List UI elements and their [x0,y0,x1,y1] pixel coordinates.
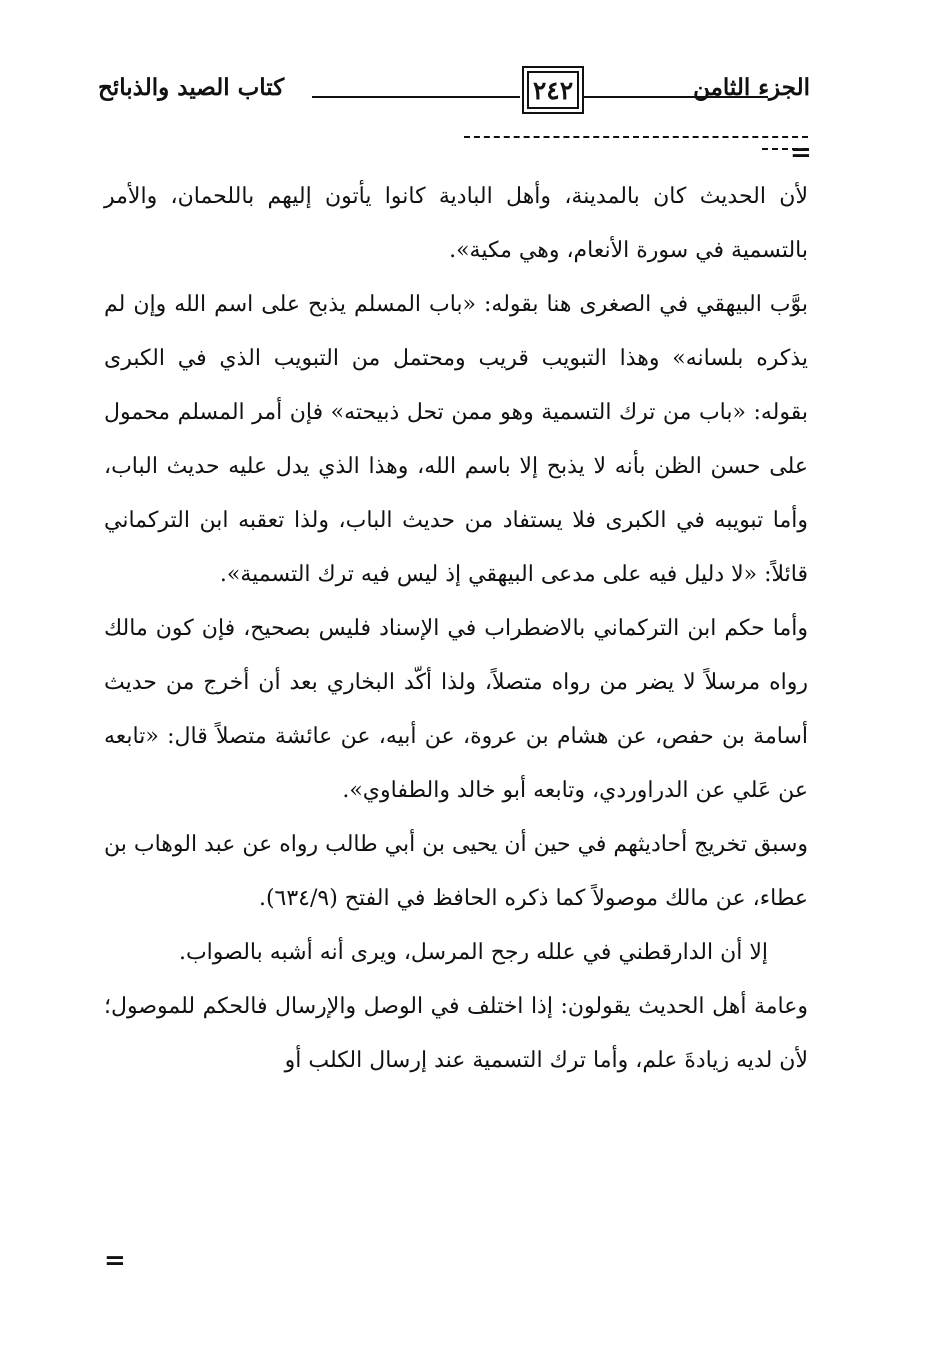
paragraph-5: إلا أن الدارقطني في علله رجح المرسل، ويرى أنه أشبه بالصواب. [178,940,768,965]
continuation-mark-bottom: = [104,1246,126,1276]
body-text [104,170,808,1088]
book-title: كتاب الصيد والذبائح [98,74,285,101]
header-dashed-rule [464,136,808,138]
part-title: الجزء الثامن [693,74,810,101]
paragraph-1: لأن الحديث كان بالمدينة، وأهل البادية كانوا يأتون إليهم باللحمان، والأمر بالتسمية في سورة الأنعام، وهي مكية». [104,184,808,263]
paragraph-6: وعامة أهل الحديث يقولون: إذا اختلف في الوصل والإرسال فالحكم للموصول؛ لأن لديه زيادةَ علم، وأما ترك التسمية عند إرسال الكلب أو [104,994,808,1073]
page-number: ٢٤٢ [532,75,574,105]
paragraph-4: وسبق تخريج أحاديثهم في حين أن يحيى بن أبي طالب رواه عن عبد الوهاب بن عطاء، عن مالك موصولاً كما ذكره الحافظ في الفتح (٦٣٤/٩). [104,832,808,911]
page-header [98,64,810,122]
page-number-box [522,66,584,114]
paragraph-2: بوَّب البيهقي في الصغرى هنا بقوله: «باب المسلم يذبح على اسم الله وإن لم يذكره بلسانه» وهذا التبويب قريب ومحتمل من التبويب الذي في الكبرى بقوله: «باب من ترك التسمية وهو ممن تحل ذبيحته» فإن أمر المسلم محمول على حسن الظن بأنه لا يذبح إلا باسم الله، وهذا الذي يدل عليه حديث الباب، وأما تبويبه في الكبرى فلا يستفاد من حديث الباب، ولذا تعقبه ابن التركماني قائلاً: «لا دليل فيه على مدعى البيهقي إذ ليس فيه ترك التسمية». [104,292,808,587]
header-rule-left [312,96,520,98]
paragraph-3: وأما حكم ابن التركماني بالاضطراب في الإسناد فليس بصحيح، فإن كون مالك رواه مرسلاً لا يضر من رواه متصلاً، ولذا أكّد البخاري بعد أن أخرج من حديث أسامة بن حفص، عن هشام بن عروة، عن أبيه، عن عائشة متصلاً قال: «تابعه عن عَلي عن الدراوردي، وتابعه أبو خالد والطفاوي». [104,616,808,803]
continuation-mark-top: = [790,138,812,168]
